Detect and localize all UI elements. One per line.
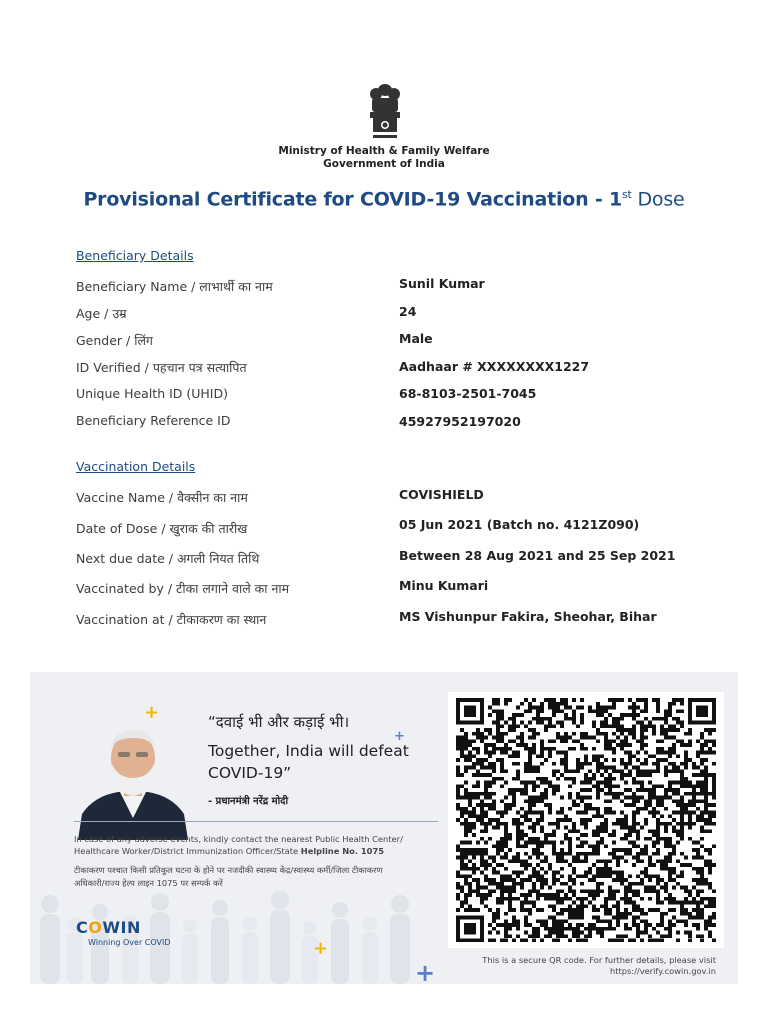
qr-finder-pattern bbox=[464, 706, 476, 717]
plus-decoration-icon: + bbox=[313, 938, 329, 959]
cowin-tagline: Winning Over COVID bbox=[88, 938, 171, 947]
id-verified-value: Aadhaar # XXXXXXXX1227 bbox=[399, 359, 590, 374]
quote-english: Together, India will defeat COVID-19” bbox=[208, 742, 409, 782]
cowin-logo: COWIN bbox=[76, 918, 141, 937]
vaccination-at-value: MS Vishunpur Fakira, Sheohar, Bihar bbox=[399, 609, 657, 624]
vaccinated-by-label: Vaccinated by / टीका लगाने वाले का नाम bbox=[76, 581, 290, 596]
vaccinated-by-value: Minu Kumari bbox=[399, 578, 489, 593]
beneficiary-name-value: Sunil Kumar bbox=[399, 276, 485, 291]
plus-decoration-icon: + bbox=[144, 702, 160, 723]
gender-label: Gender / लिंग bbox=[76, 333, 153, 348]
beneficiary-name-label: Beneficiary Name / लाभार्थी का नाम bbox=[76, 279, 273, 294]
vaccination-details-heading: Vaccination Details bbox=[76, 459, 196, 474]
age-label: Age / उम्र bbox=[76, 306, 127, 321]
footer-panel bbox=[30, 672, 738, 984]
verify-link[interactable]: https://verify.cowin.gov.in bbox=[609, 965, 716, 976]
qr-finder-pattern bbox=[464, 923, 476, 934]
quote-attribution: - प्रधानमंत्री नरेंद्र मोदी bbox=[208, 796, 289, 807]
beneficiary-reference-id-value: 45927952197020 bbox=[399, 414, 521, 429]
plus-decoration-icon: + bbox=[415, 959, 436, 984]
qr-modules bbox=[456, 698, 716, 942]
beneficiary-details-heading: Beneficiary Details bbox=[76, 248, 194, 263]
qr-code bbox=[456, 698, 716, 942]
vaccination-at-label: Vaccination at / टीकाकरण का स्थान bbox=[76, 612, 267, 627]
vaccination-certificate bbox=[30, 40, 738, 984]
certificate-title: Provisional Certificate for COVID-19 Vaccination - 1st Dose bbox=[83, 188, 685, 211]
vaccine-name-value: COVISHIELD bbox=[399, 487, 484, 502]
quote-hindi: “दवाई भी और कड़ाई भी। bbox=[208, 713, 350, 731]
beneficiary-reference-id-label: Beneficiary Reference ID bbox=[76, 413, 231, 428]
next-due-date-value: Between 28 Aug 2021 and 25 Sep 2021 bbox=[399, 548, 676, 563]
next-due-date-label: Next due date / अगली नियत तिथि bbox=[76, 551, 260, 566]
helpline-number: Helpline No. 1075 bbox=[300, 845, 385, 856]
government-name: Government of India bbox=[323, 158, 445, 170]
qr-finder-pattern bbox=[696, 706, 708, 717]
vaccine-name-label: Vaccine Name / वैक्सीन का नाम bbox=[76, 490, 248, 505]
uhid-label: Unique Health ID (UHID) bbox=[76, 386, 228, 401]
adverse-events-hindi: टीकाकरण पश्चात किसी प्रतिकूल घटना के होने पर नजदीकी स्वास्थ्य केंद्र/स्वास्थ्य कर्मी/जिला टीकाकरण अधिकारी/राज्य हेल्प लाइन 1075 पर सम्पर्क करें bbox=[74, 865, 383, 888]
qr-note: This is a secure QR code. For further details, please visit https://verify.cowin.gov.in bbox=[482, 955, 716, 976]
adverse-events-english: In case of any adverse events, kindly contact the nearest Public Health Center/ Healthcare Worker/District Immunization Officer/State Helpline No. 1075 bbox=[74, 834, 403, 856]
plus-decoration-icon: + bbox=[394, 729, 405, 744]
age-value: 24 bbox=[399, 304, 417, 319]
uhid-value: 68-8103-2501-7045 bbox=[399, 386, 537, 401]
divider bbox=[74, 821, 438, 822]
national-emblem-icon bbox=[365, 80, 405, 144]
date-of-dose-value: 05 Jun 2021 (Batch no. 4121Z090) bbox=[399, 517, 640, 532]
gender-value: Male bbox=[399, 331, 433, 346]
qr-code-container bbox=[448, 692, 724, 948]
id-verified-label: ID Verified / पहचान पत्र सत्यापित bbox=[76, 360, 247, 375]
ministry-name: Ministry of Health & Family Welfare bbox=[278, 145, 490, 157]
date-of-dose-label: Date of Dose / खुराक की तारीख bbox=[76, 521, 248, 536]
